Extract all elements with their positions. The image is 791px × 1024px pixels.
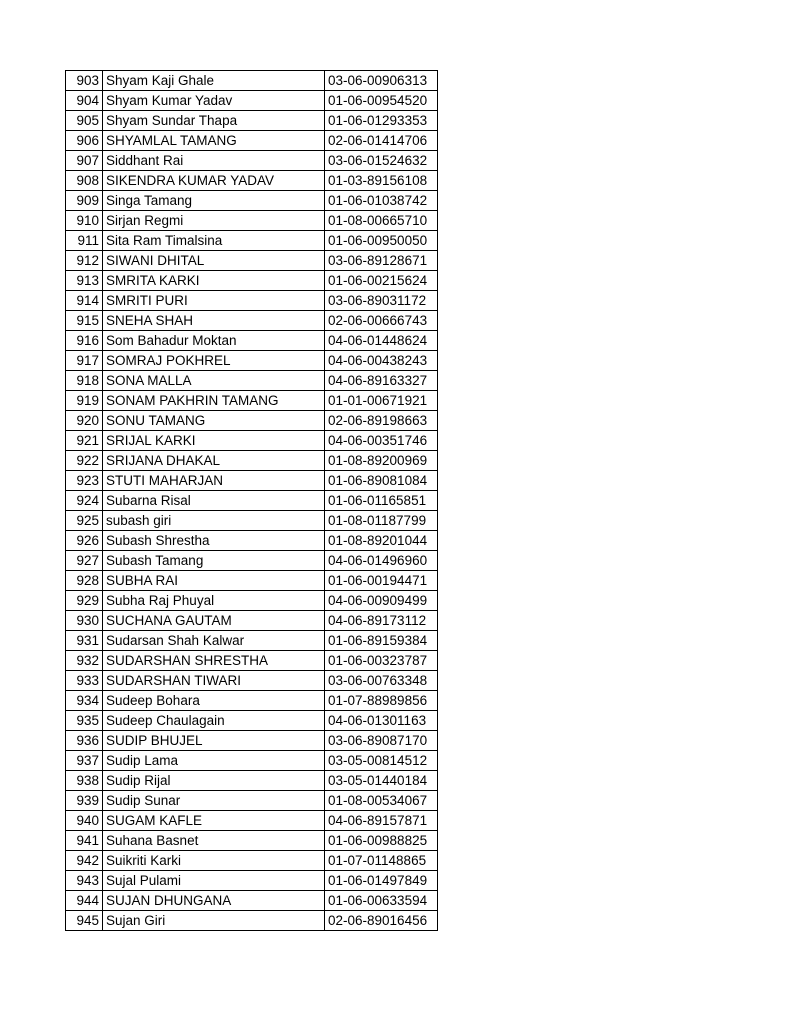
row-serial-number: 945 [66, 911, 103, 931]
row-id-number: 01-06-89081084 [325, 471, 438, 491]
table-row [66, 651, 438, 671]
row-id-number: 01-08-00534067 [325, 791, 438, 811]
row-id-number: 01-08-89201044 [325, 531, 438, 551]
table-row [66, 591, 438, 611]
row-serial-number: 911 [66, 231, 103, 251]
row-id-number: 01-06-01165851 [325, 491, 438, 511]
table-row [66, 211, 438, 231]
row-person-name: Subash Tamang [103, 551, 325, 571]
row-person-name: SOMRAJ POKHREL [103, 351, 325, 371]
row-person-name: Sudarsan Shah Kalwar [103, 631, 325, 651]
row-id-number: 01-06-00323787 [325, 651, 438, 671]
row-person-name: SHYAMLAL TAMANG [103, 131, 325, 151]
table-row [66, 731, 438, 751]
table-row [66, 151, 438, 171]
row-id-number: 01-06-01038742 [325, 191, 438, 211]
row-id-number: 04-06-00351746 [325, 431, 438, 451]
row-id-number: 01-07-01148865 [325, 851, 438, 871]
row-person-name: Shyam Kumar Yadav [103, 91, 325, 111]
row-person-name: Sujan Giri [103, 911, 325, 931]
row-id-number: 01-06-00988825 [325, 831, 438, 851]
table-row [66, 851, 438, 871]
row-person-name: Shyam Kaji Ghale [103, 71, 325, 91]
row-serial-number: 913 [66, 271, 103, 291]
row-serial-number: 925 [66, 511, 103, 531]
row-person-name: SONA MALLA [103, 371, 325, 391]
row-person-name: SUBHA RAI [103, 571, 325, 591]
table-row [66, 371, 438, 391]
row-id-number: 02-06-89016456 [325, 911, 438, 931]
row-id-number: 04-06-01301163 [325, 711, 438, 731]
row-serial-number: 922 [66, 451, 103, 471]
row-person-name: Subash Shrestha [103, 531, 325, 551]
table-row [66, 451, 438, 471]
row-serial-number: 917 [66, 351, 103, 371]
row-person-name: Subarna Risal [103, 491, 325, 511]
table-row [66, 551, 438, 571]
table-row [66, 871, 438, 891]
row-id-number: 01-06-01293353 [325, 111, 438, 131]
roster-table-body [66, 71, 438, 931]
table-row [66, 231, 438, 251]
row-person-name: Sujal Pulami [103, 871, 325, 891]
table-row [66, 351, 438, 371]
row-serial-number: 916 [66, 331, 103, 351]
table-row [66, 631, 438, 651]
table-row [66, 611, 438, 631]
row-person-name: SUDIP BHUJEL [103, 731, 325, 751]
row-person-name: SUDARSHAN SHRESTHA [103, 651, 325, 671]
row-serial-number: 920 [66, 411, 103, 431]
table-row [66, 431, 438, 451]
row-person-name: Shyam Sundar Thapa [103, 111, 325, 131]
row-id-number: 04-06-89157871 [325, 811, 438, 831]
row-id-number: 02-06-89198663 [325, 411, 438, 431]
table-row [66, 831, 438, 851]
row-id-number: 01-08-01187799 [325, 511, 438, 531]
row-id-number: 03-06-01524632 [325, 151, 438, 171]
roster-table [65, 70, 438, 931]
row-serial-number: 933 [66, 671, 103, 691]
table-row [66, 531, 438, 551]
row-id-number: 01-06-01497849 [325, 871, 438, 891]
row-serial-number: 904 [66, 91, 103, 111]
row-serial-number: 943 [66, 871, 103, 891]
table-row [66, 171, 438, 191]
table-row [66, 711, 438, 731]
row-person-name: Suhana Basnet [103, 831, 325, 851]
row-serial-number: 919 [66, 391, 103, 411]
row-serial-number: 928 [66, 571, 103, 591]
row-id-number: 04-06-01496960 [325, 551, 438, 571]
row-id-number: 04-06-00438243 [325, 351, 438, 371]
table-row [66, 691, 438, 711]
row-serial-number: 936 [66, 731, 103, 751]
row-serial-number: 924 [66, 491, 103, 511]
row-person-name: SNEHA SHAH [103, 311, 325, 331]
table-row [66, 911, 438, 931]
row-serial-number: 942 [66, 851, 103, 871]
row-person-name: SMRITA KARKI [103, 271, 325, 291]
row-serial-number: 930 [66, 611, 103, 631]
row-id-number: 01-08-89200969 [325, 451, 438, 471]
row-serial-number: 903 [66, 71, 103, 91]
row-id-number: 04-06-00909499 [325, 591, 438, 611]
row-person-name: SRIJANA DHAKAL [103, 451, 325, 471]
row-serial-number: 910 [66, 211, 103, 231]
table-row [66, 771, 438, 791]
row-serial-number: 906 [66, 131, 103, 151]
table-row [66, 191, 438, 211]
row-person-name: SUJAN DHUNGANA [103, 891, 325, 911]
row-serial-number: 931 [66, 631, 103, 651]
row-serial-number: 907 [66, 151, 103, 171]
table-row [66, 251, 438, 271]
table-row [66, 291, 438, 311]
row-id-number: 03-06-00763348 [325, 671, 438, 691]
table-row [66, 751, 438, 771]
row-serial-number: 923 [66, 471, 103, 491]
table-row [66, 331, 438, 351]
row-person-name: subash giri [103, 511, 325, 531]
row-person-name: SRIJAL KARKI [103, 431, 325, 451]
table-row [66, 311, 438, 331]
row-serial-number: 939 [66, 791, 103, 811]
row-serial-number: 929 [66, 591, 103, 611]
row-person-name: Sirjan Regmi [103, 211, 325, 231]
table-row [66, 91, 438, 111]
table-row [66, 791, 438, 811]
table-row [66, 891, 438, 911]
row-serial-number: 905 [66, 111, 103, 131]
row-serial-number: 944 [66, 891, 103, 911]
row-person-name: SONU TAMANG [103, 411, 325, 431]
table-row [66, 131, 438, 151]
row-serial-number: 932 [66, 651, 103, 671]
table-row [66, 111, 438, 131]
row-person-name: SUGAM KAFLE [103, 811, 325, 831]
row-person-name: Sudeep Bohara [103, 691, 325, 711]
row-id-number: 01-07-88989856 [325, 691, 438, 711]
table-row [66, 491, 438, 511]
row-person-name: SIKENDRA KUMAR YADAV [103, 171, 325, 191]
row-serial-number: 935 [66, 711, 103, 731]
row-person-name: SUCHANA GAUTAM [103, 611, 325, 631]
row-id-number: 04-06-89173112 [325, 611, 438, 631]
row-id-number: 01-06-00954520 [325, 91, 438, 111]
row-serial-number: 934 [66, 691, 103, 711]
row-id-number: 03-06-00906313 [325, 71, 438, 91]
row-id-number: 03-06-89087170 [325, 731, 438, 751]
row-person-name: Sudeep Chaulagain [103, 711, 325, 731]
row-id-number: 03-05-01440184 [325, 771, 438, 791]
row-id-number: 01-06-00633594 [325, 891, 438, 911]
row-serial-number: 914 [66, 291, 103, 311]
table-row [66, 511, 438, 531]
row-serial-number: 915 [66, 311, 103, 331]
row-person-name: Sudip Sunar [103, 791, 325, 811]
row-person-name: Sudip Lama [103, 751, 325, 771]
row-id-number: 04-06-89163327 [325, 371, 438, 391]
row-serial-number: 909 [66, 191, 103, 211]
row-id-number: 02-06-01414706 [325, 131, 438, 151]
table-row [66, 671, 438, 691]
table-row [66, 411, 438, 431]
row-id-number: 03-06-89031172 [325, 291, 438, 311]
row-id-number: 01-08-00665710 [325, 211, 438, 231]
document-page [65, 70, 438, 931]
row-id-number: 01-01-00671921 [325, 391, 438, 411]
row-serial-number: 921 [66, 431, 103, 451]
row-person-name: Subha Raj Phuyal [103, 591, 325, 611]
row-id-number: 01-06-00215624 [325, 271, 438, 291]
table-row [66, 571, 438, 591]
row-person-name: SUDARSHAN TIWARI [103, 671, 325, 691]
row-serial-number: 908 [66, 171, 103, 191]
table-row [66, 391, 438, 411]
row-person-name: Sita Ram Timalsina [103, 231, 325, 251]
row-person-name: Sudip Rijal [103, 771, 325, 791]
row-person-name: SIWANI DHITAL [103, 251, 325, 271]
row-serial-number: 918 [66, 371, 103, 391]
table-row [66, 471, 438, 491]
row-person-name: Som Bahadur Moktan [103, 331, 325, 351]
row-person-name: SONAM PAKHRIN TAMANG [103, 391, 325, 411]
row-serial-number: 941 [66, 831, 103, 851]
row-id-number: 02-06-00666743 [325, 311, 438, 331]
row-id-number: 03-06-89128671 [325, 251, 438, 271]
table-row [66, 71, 438, 91]
row-id-number: 01-03-89156108 [325, 171, 438, 191]
row-serial-number: 927 [66, 551, 103, 571]
table-row [66, 271, 438, 291]
row-person-name: STUTI MAHARJAN [103, 471, 325, 491]
row-person-name: Siddhant Rai [103, 151, 325, 171]
row-id-number: 04-06-01448624 [325, 331, 438, 351]
row-person-name: SMRITI PURI [103, 291, 325, 311]
row-person-name: Singa Tamang [103, 191, 325, 211]
row-serial-number: 926 [66, 531, 103, 551]
row-id-number: 01-06-89159384 [325, 631, 438, 651]
row-serial-number: 940 [66, 811, 103, 831]
row-id-number: 01-06-00950050 [325, 231, 438, 251]
row-person-name: Suikriti Karki [103, 851, 325, 871]
row-serial-number: 912 [66, 251, 103, 271]
table-row [66, 811, 438, 831]
row-serial-number: 937 [66, 751, 103, 771]
row-serial-number: 938 [66, 771, 103, 791]
row-id-number: 03-05-00814512 [325, 751, 438, 771]
row-id-number: 01-06-00194471 [325, 571, 438, 591]
